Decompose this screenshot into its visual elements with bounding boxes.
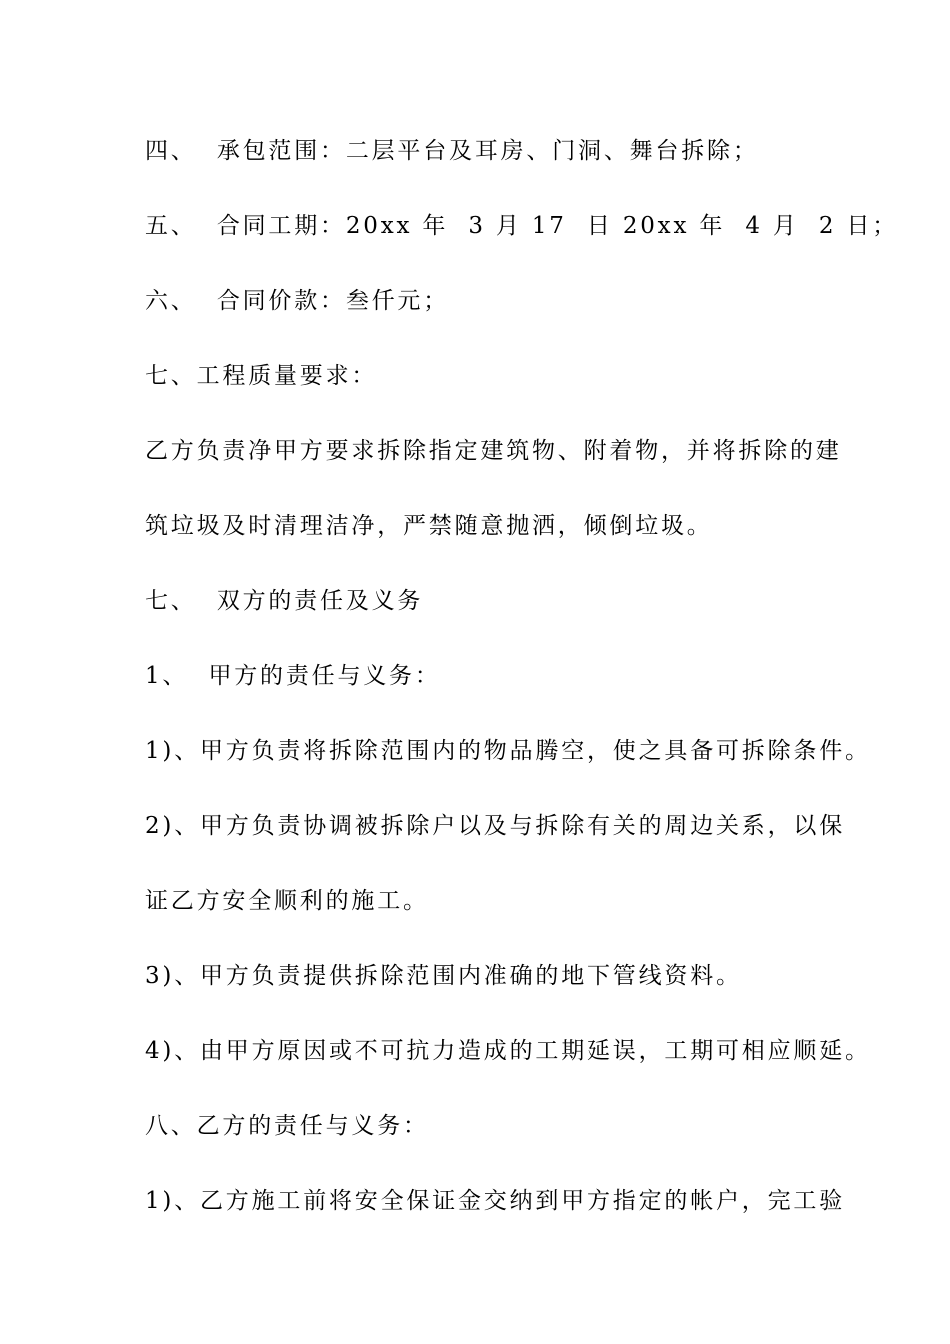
party-a-item-3: 3)、甲方负责提供拆除范围内准确的地下管线资料。 <box>145 963 742 989</box>
party-b-item-1: 1)、乙方施工前将安全保证金交纳到甲方指定的帐户，完工验 <box>145 1188 846 1214</box>
party-a-item-4: 4)、由甲方原因或不可抗力造成的工期延误，工期可相应顺延。 <box>145 1038 871 1064</box>
clause-7-quality-heading: 七、工程质量要求： <box>145 363 378 389</box>
clause-8-party-b-heading: 八、乙方的责任与义务： <box>145 1113 429 1139</box>
clause-5-period: 五、 合同工期：20xx 年 3 月 17 日 20xx 年 4 月 2 日； <box>145 213 899 239</box>
clause-7-duties-heading: 七、 双方的责任及义务 <box>145 588 424 614</box>
quality-text-line-1: 乙方负责净甲方要求拆除指定建筑物、附着物，并将拆除的建 <box>145 438 842 464</box>
clause-6-price: 六、 合同价款：叁仟元； <box>145 288 450 314</box>
clause-4-scope: 四、 承包范围：二层平台及耳房、门洞、舞台拆除； <box>145 138 759 164</box>
quality-text-line-2: 筑垃圾及时清理洁净，严禁随意抛洒，倾倒垃圾。 <box>145 513 713 539</box>
party-a-duties-heading: 1、 甲方的责任与义务： <box>145 663 441 689</box>
party-a-item-2-line-1: 2)、甲方负责协调被拆除户以及与拆除有关的周边关系，以保 <box>145 813 846 839</box>
party-a-item-2-line-2: 证乙方安全顺利的施工。 <box>145 888 429 914</box>
party-a-item-1: 1)、甲方负责将拆除范围内的物品腾空，使之具备可拆除条件。 <box>145 738 871 764</box>
